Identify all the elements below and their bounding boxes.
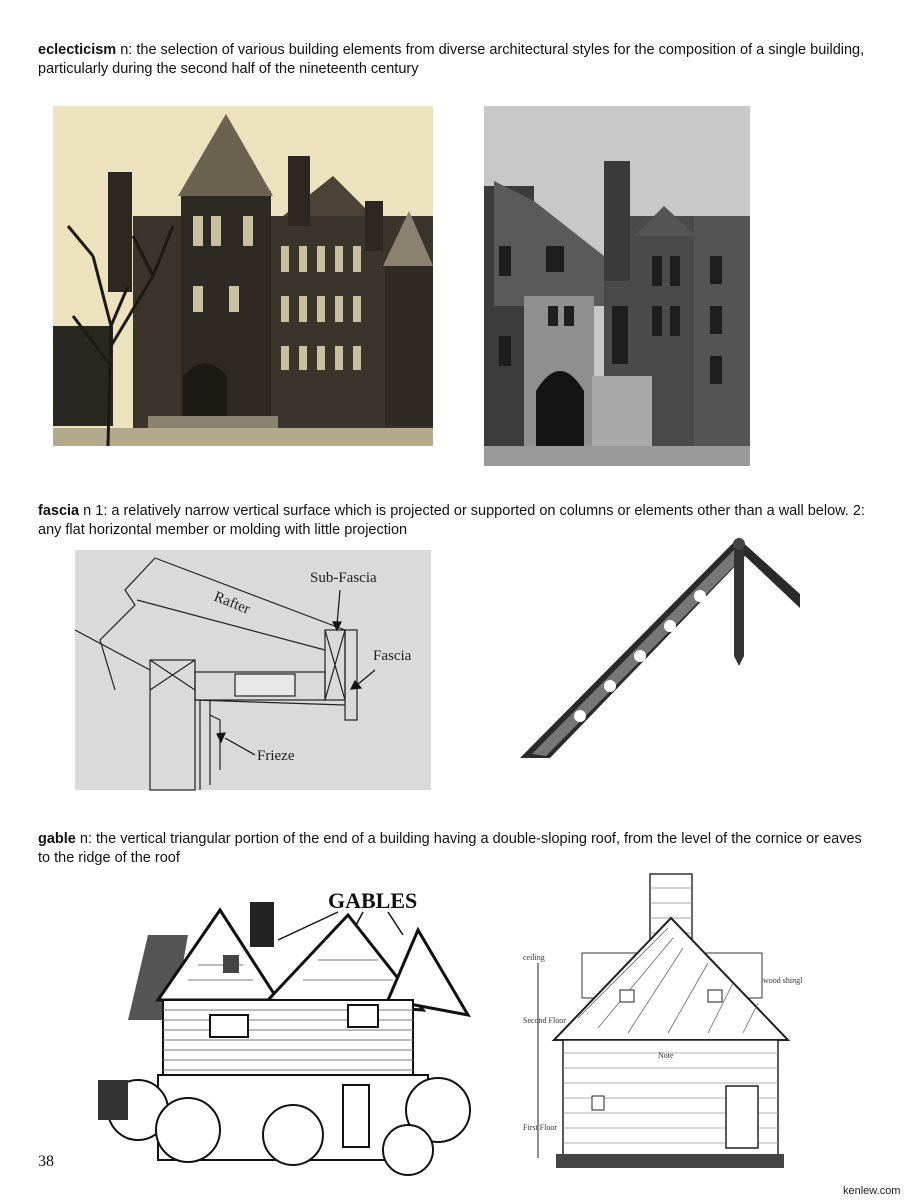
gables-house-drawing	[98, 880, 486, 1180]
page-number: 38	[38, 1153, 54, 1170]
first-floor-label: First Floor	[523, 1123, 558, 1132]
gables-label: GABLES	[328, 888, 418, 913]
term: gable	[38, 831, 76, 847]
definition: the selection of various building elements from diverse architectural styles for the composition of a single building, particularly during the second half of the nineteenth century	[38, 42, 865, 77]
term: eclecticism	[38, 42, 117, 58]
site-credit: kenlew.com	[843, 1185, 901, 1197]
entry-fascia	[38, 502, 873, 540]
rafter-label: Rafter	[211, 588, 253, 618]
definition: 1: a relatively narrow vertical surface which is projected or supported on columns or elements other than a wall below. 2: any flat horizontal member or molding with little projection	[38, 503, 865, 538]
ornamental-fascia-drawing	[520, 536, 800, 762]
frieze-label: Frieze	[257, 748, 295, 764]
gable-elevation-drawing	[518, 868, 803, 1172]
term: fascia	[38, 503, 80, 519]
entry-gable	[38, 830, 873, 868]
eclecticism-photo-2	[484, 106, 750, 466]
second-floor-label: Second Floor	[523, 1016, 566, 1025]
part-of-speech: n	[83, 503, 92, 519]
subfascia-label: Sub-Fascia	[310, 570, 377, 586]
part-of-speech: n:	[120, 42, 133, 58]
shingles-label: wood shingl	[763, 976, 803, 985]
eclecticism-photo-1	[53, 106, 433, 446]
definition: the vertical triangular portion of the end of a building having a double-sloping roof, from the level of the cornice or eaves to the ridge of the roof	[38, 831, 862, 866]
note-label: Note	[658, 1051, 674, 1060]
ceiling-label: ceiling	[523, 953, 545, 962]
entry-eclecticism	[38, 41, 873, 79]
fascia-diagram	[75, 550, 431, 790]
part-of-speech: n:	[79, 831, 92, 847]
fascia-label: Fascia	[373, 648, 412, 664]
